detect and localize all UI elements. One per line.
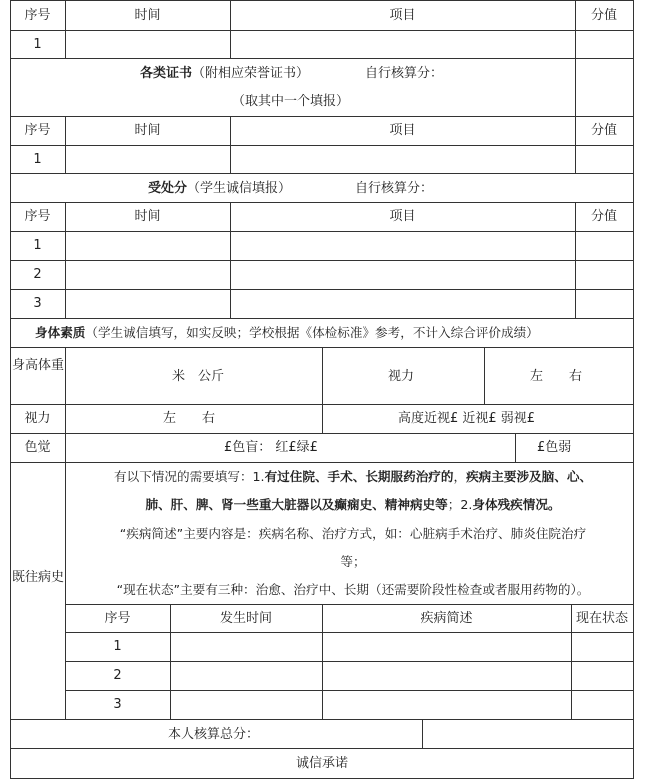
col-header-item: 项目 — [389, 8, 416, 23]
vision-label: 视力 — [24, 411, 51, 426]
col-header-seq: 序号 — [24, 123, 51, 138]
col-header-score: 分值 — [590, 209, 617, 224]
physical-title: 身体素质 — [35, 325, 86, 340]
history-col-onset: 发生时间 — [219, 611, 272, 626]
rule — [515, 433, 516, 462]
col-header-time: 时间 — [134, 209, 161, 224]
rule — [10, 0, 11, 779]
height-weight-label: 身高体重 — [12, 358, 65, 373]
rule — [10, 719, 634, 720]
col-header-item: 项目 — [389, 123, 416, 138]
rule — [10, 748, 634, 749]
history-text: 有以下情况的需要填写：1. — [114, 469, 265, 484]
rule — [65, 347, 66, 719]
col-header-score: 分值 — [590, 123, 617, 138]
color-vision-label: 色觉 — [24, 440, 51, 455]
rule — [422, 719, 423, 748]
rule — [10, 318, 634, 319]
history-col-seq: 序号 — [104, 611, 131, 626]
rule — [322, 347, 323, 433]
punish-self-calc: 自行核算分： — [355, 181, 434, 196]
history-col-status: 现在状态 — [575, 611, 628, 626]
rule — [65, 632, 634, 633]
rule — [10, 116, 634, 117]
history-para: 等； — [340, 554, 366, 569]
history-para: “疾病简述”主要内容是：疾病名称、治疗方式，如：心脏病手术治疗、肺炎住院治疗 — [119, 526, 587, 541]
col-header-item: 项目 — [389, 209, 416, 224]
history-label: 既往病史 — [12, 570, 65, 585]
rule — [10, 145, 634, 146]
history-para — [76, 464, 630, 489]
rule — [10, 289, 634, 290]
history-col-desc: 疾病简述 — [420, 611, 473, 626]
physical-heading — [35, 325, 539, 340]
col-header-seq: 序号 — [24, 8, 51, 23]
certs-title: 各类证书 — [140, 66, 193, 81]
rule — [10, 58, 634, 59]
certs-heading — [140, 66, 309, 82]
height-weight-units: 米 公斤 — [172, 369, 225, 384]
rule — [65, 604, 634, 605]
vision-left-right: 左 右 — [163, 411, 216, 426]
rule — [10, 260, 634, 261]
col-header-seq: 序号 — [24, 209, 51, 224]
history-text-bold: 肺、肝、脾、肾一些重大脏器以及癫痫史、精神病史等 — [145, 497, 448, 512]
certs-subnote: （取其中一个填报） — [232, 94, 350, 109]
col-header-time: 时间 — [134, 123, 161, 138]
rule — [10, 173, 634, 174]
total-score-label: 本人核算总分： — [168, 727, 260, 742]
history-text-bold: 疾病主要涉及脑、心、 — [466, 469, 592, 484]
history-row-number: 1 — [113, 639, 122, 654]
rule — [10, 0, 634, 1]
physical-note: （学生诚信填写，如实反映；学校根据《体检标准》参考，不计入综合评价成绩） — [85, 325, 539, 340]
col-header-time: 时间 — [134, 8, 161, 23]
evaluation-form — [10, 0, 634, 779]
col-header-score: 分值 — [590, 8, 617, 23]
vision-left-right: 左 右 — [530, 369, 583, 384]
history-text: ；2. — [447, 497, 473, 512]
vision-label: 视力 — [388, 369, 415, 384]
row-number: 1 — [33, 152, 42, 167]
row-number: 1 — [33, 37, 42, 52]
punish-note: （学生诚信填报） — [187, 181, 292, 196]
history-text: ， — [453, 469, 467, 484]
rule — [10, 202, 634, 203]
certs-note: （附相应荣誉证书） — [192, 66, 310, 81]
vision-options: 高度近视£ 近视£ 弱视£ — [398, 411, 536, 426]
row-number: 2 — [33, 267, 42, 282]
punish-title: 受处分 — [148, 181, 188, 196]
color-blind-options: £色盲： 红£绿£ — [224, 440, 318, 455]
rule — [10, 231, 634, 232]
color-weak-option: £色弱 — [537, 440, 572, 455]
integrity-pledge: 诚信承诺 — [295, 756, 348, 771]
history-para: “现在状态”主要有三种：治愈、治疗中、长期（还需要阶段性检查或者服用药物的）。 — [116, 582, 590, 597]
rule — [65, 690, 634, 691]
history-text-bold: 身体残疾情况。 — [472, 497, 561, 512]
certs-self-calc: 自行核算分： — [365, 66, 444, 81]
history-text-bold: 有过住院、手术、长期服药治疗的 — [264, 469, 454, 484]
row-number: 1 — [33, 238, 42, 253]
punish-heading — [148, 181, 291, 197]
history-row-number: 2 — [113, 668, 122, 683]
rule — [10, 30, 634, 31]
history-row-number: 3 — [113, 697, 122, 712]
history-para — [76, 492, 630, 517]
row-number: 3 — [33, 296, 42, 311]
rule — [10, 433, 634, 434]
rule — [65, 661, 634, 662]
rule — [10, 462, 634, 463]
rule — [484, 347, 485, 404]
rule — [633, 0, 634, 779]
